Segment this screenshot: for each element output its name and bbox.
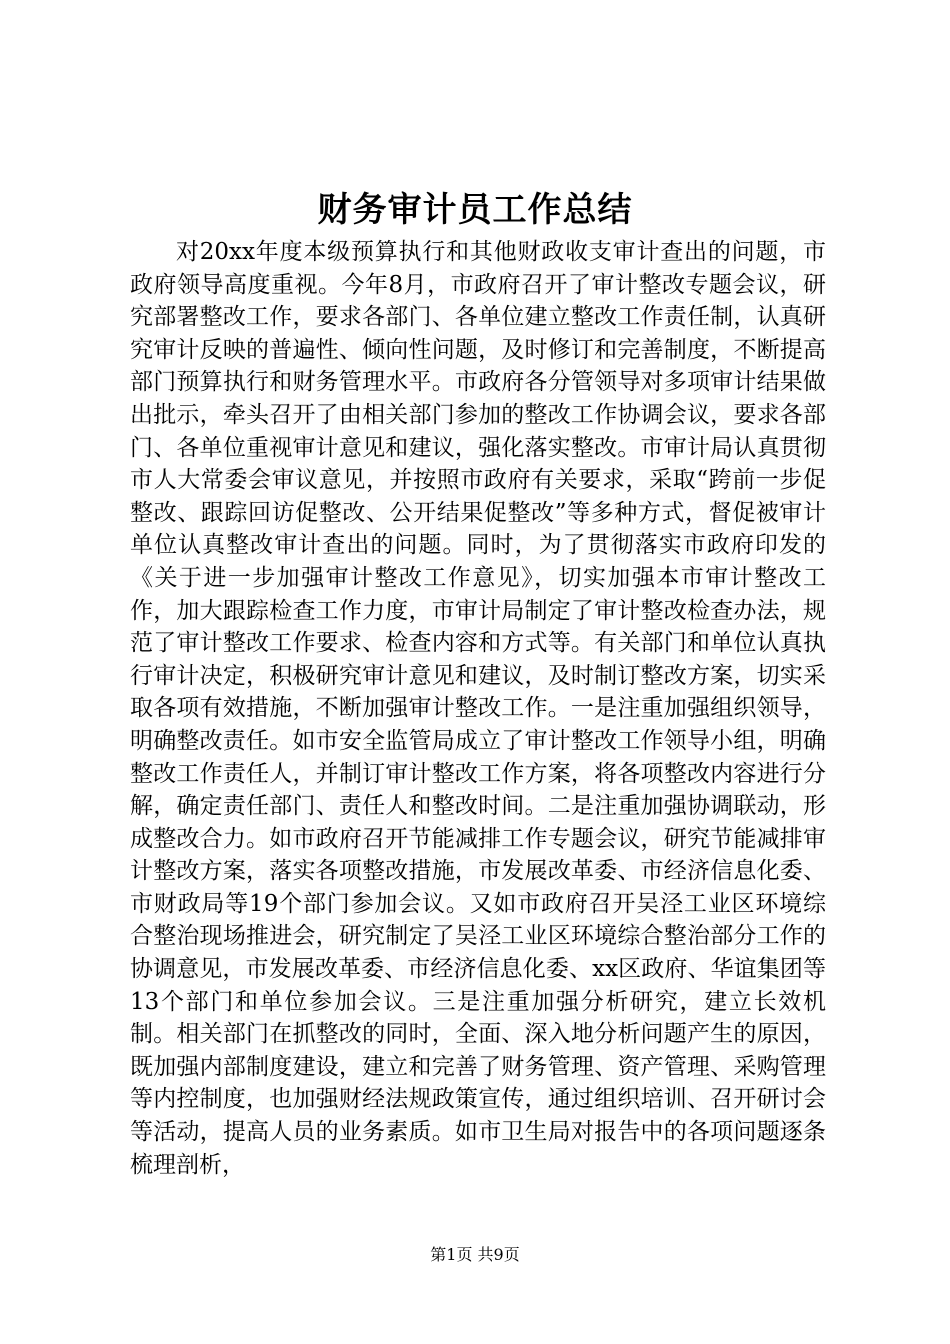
- body-paragraph: 对20xx年度本级预算执行和其他财政收支审计查出的问题，市政府领导高度重视。今年8月，市政府召开了审计整改专题会议，研究部署整改工作，要求各部门、各单位建立整改工作责任制，认真研究审计反映的普遍性、倾向性问题，及时修订和完善制度，不断提高部门预算执行和财务管理水平。市政府各分管领导对多项审计结果做出批示，牵头召开了由相关部门参加的整改工作协调会议，要求各部门、各单位重视审计意见和建议，强化落实整改。市审计局认真贯彻市人大常委会审议意见，并按照市政府有关要求，采取“跨前一步促整改、跟踪回访促整改、公开结果促整改”等多种方式，督促被审计单位认真整改审计查出的问题。同时，为了贯彻落实市政府印发的《关于进一步加强审计整改工作意见》，切实加强本市审计整改工作，加大跟踪检查工作力度，市审计局制定了审计整改检查办法，规范了审计整改工作要求、检查内容和方式等。有关部门和单位认真执行审计决定，积极研究审计意见和建议，及时制订整改方案，切实采取各项有效措施，不断加强审计整改工作。一是注重加强组织领导，明确整改责任。如市安全监管局成立了审计整改工作领导小组，明确整改工作责任人，并制订审计整改工作方案，将各项整改内容进行分解，确定责任部门、责任人和整改时间。二是注重加强协调联动，形成整改合力。如市政府召开节能减排工作专题会议，研究节能减排审计整改方案，落实各项整改措施，市发展改革委、市经济信息化委、市财政局等19个部门参加会议。又如市政府召开吴泾工业区环境综合整治现场推进会，研究制定了吴泾工业区环境综合整治部分工作的协调意见，市发展改革委、市经济信息化委、xx区政府、华谊集团等13个部门和单位参加会议。三是注重加强分析研究，建立长效机制。相关部门在抓整改的同时，全面、深入地分析问题产生的原因，既加强内部制度建设，建立和完善了财务管理、资产管理、采购管理等内控制度，也加强财经法规政策宣传，通过组织培训、召开研讨会等活动，提高人员的业务素质。如市卫生局对报告中的各项问题逐条梳理剖析，: [130, 239, 826, 1178]
- page-number-footer: 第1页 共9页: [430, 1245, 520, 1264]
- page-title: 财务审计员工作总结: [317, 190, 633, 230]
